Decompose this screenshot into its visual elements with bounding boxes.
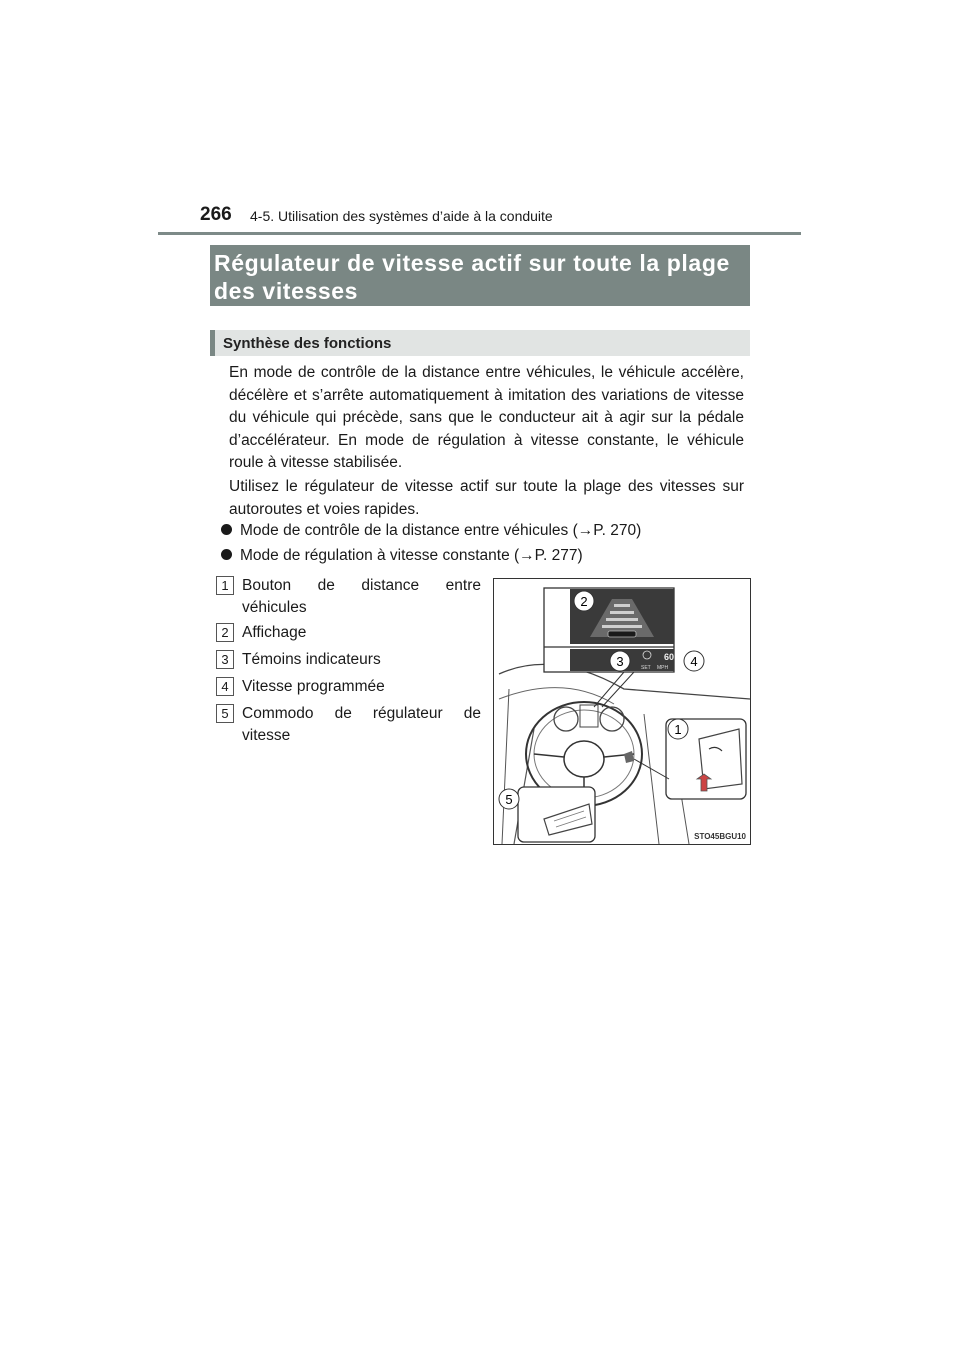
subheading-accent <box>210 330 215 356</box>
legend-label: Témoins indicateurs <box>242 651 381 668</box>
legend-number: 4 <box>216 677 234 696</box>
header-rule <box>158 232 801 235</box>
display-speed: 60 <box>664 652 675 662</box>
legend-number: 2 <box>216 623 234 642</box>
paragraph-usage: Utilisez le régulateur de vitesse actif sur toute la plage des vitesses sur autoroutes et voies rapides. <box>229 478 744 518</box>
title-banner <box>210 245 750 306</box>
legend-number: 3 <box>216 650 234 669</box>
legend-label: Commodo de régulateur de vitesse <box>242 705 481 744</box>
bullet-item <box>221 545 583 567</box>
figure-code: STO45BGU10 <box>694 832 746 841</box>
legend-label: Affichage <box>242 624 307 641</box>
page-number: 266 <box>200 204 232 225</box>
bullet-item <box>221 520 641 542</box>
legend-number: 1 <box>216 576 234 595</box>
legend-label: Vitesse programmée <box>242 678 385 695</box>
bullet-dot-icon <box>221 524 232 535</box>
callout-1: 1 <box>674 722 682 737</box>
running-header: 4-5. Utilisation des systèmes d’aide à la conduite <box>250 208 553 224</box>
bullet-dot-icon <box>221 549 232 560</box>
legend-label: Bouton de distance entre véhicules <box>242 577 481 616</box>
dashboard-drawing <box>494 579 750 844</box>
legend-number: 5 <box>216 704 234 723</box>
subheading-bar <box>210 330 750 356</box>
bullet-text: Mode de régulation à vitesse constante (→P. 277) <box>240 547 583 564</box>
callout-5: 5 <box>505 792 513 807</box>
display-set: SET <box>641 665 651 671</box>
callout-3: 3 <box>616 654 624 669</box>
cruise-control-illustration <box>493 578 751 845</box>
subheading: Synthèse des fonctions <box>223 335 392 352</box>
section-title: Régulateur de vitesse actif sur toute la plage des vitesses <box>214 250 730 304</box>
callout-4: 4 <box>690 654 698 669</box>
display-unit: MPH <box>657 665 669 671</box>
bullet-text: Mode de contrôle de la distance entre véhicules (→P. 270) <box>240 522 642 539</box>
callout-2: 2 <box>580 594 588 609</box>
paragraph-intro: En mode de contrôle de la distance entre véhicules, le véhicule accélère, décélère et s’arrête automatiquement à imitation des variations de vitesse du véhicule qui précède, sans que le conducteur ait à agir sur la pédale d’accélérateur. En mode de régulation à vitesse constante, le véhicule roule à vitesse stabilisée. <box>229 364 744 471</box>
